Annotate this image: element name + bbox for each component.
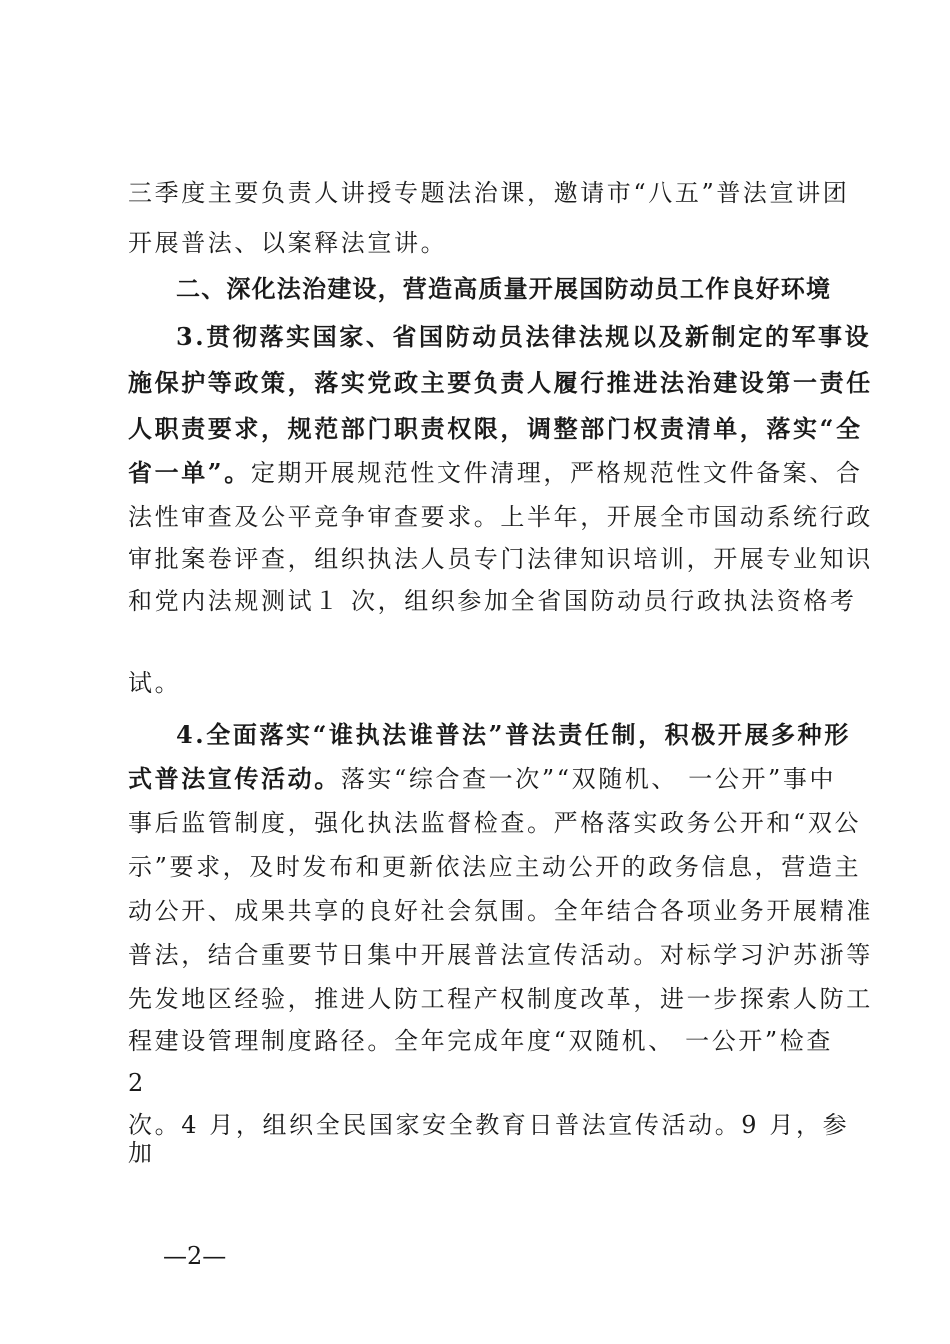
body-text-line: 开展普法、以案释法宣讲。 bbox=[128, 229, 448, 257]
item-3-bold-line: 人职责要求，规范部门职责权限，调整部门权责清单，落实“全 bbox=[128, 414, 863, 443]
body-text-line: 2 bbox=[128, 1069, 146, 1097]
body-text-line: 普法，结合重要节日集中开展普法宣传活动。对标学习沪苏浙等 bbox=[128, 941, 873, 969]
body-text-line: 审批案卷评查，组织执法人员专门法律知识培训，开展专业知识 bbox=[128, 545, 873, 573]
item-4-bold-line: 4.全面落实“谁执法谁普法”普法责任制，积极开展多种形 bbox=[176, 720, 851, 749]
body-text-line: 次。4 月，组织全民国家安全教育日普法宣传活动。9 月，参 bbox=[128, 1111, 850, 1139]
body-text-line: 和党内法规测试１ 次，组织参加全省国防动员行政执法资格考 bbox=[128, 587, 857, 615]
section-heading: 二、深化法治建设，营造高质量开展国防动员工作良好环境 bbox=[176, 274, 832, 303]
body-text-line: 示”要求，及时发布和更新依法应主动公开的政务信息，营造主 bbox=[128, 853, 862, 881]
item-3-bold-line: 施保护等政策，落实党政主要负责人履行推进法治建设第一责任 bbox=[128, 368, 873, 397]
page-number: —2— bbox=[163, 1242, 227, 1270]
item-3-bold-line: 3.贯彻落实国家、省国防动员法律法规以及新制定的军事设 bbox=[176, 322, 872, 351]
item-4-normal-tail: 落实“综合查一次”“双随机、 一公开”事中 bbox=[340, 765, 837, 793]
body-text-line: 动公开、成果共享的良好社会氛围。全年结合各项业务开展精准 bbox=[128, 897, 873, 925]
item-3-normal-tail: 定期开展规范性文件清理，严格规范性文件备案、合 bbox=[250, 459, 863, 487]
item-3-bold-tail: 省一单”。 bbox=[128, 458, 251, 487]
item-4-bold-tail: 式普法宣传活动。 bbox=[128, 764, 341, 793]
body-text-line: 试。 bbox=[128, 669, 182, 697]
body-text-line: 程建设管理制度路径。全年完成年度“双随机、 一公开”检查 bbox=[128, 1027, 833, 1055]
item-4-mixed-line bbox=[128, 762, 840, 796]
item-3-mixed-line bbox=[128, 456, 863, 490]
body-text-line: 先发地区经验，推进人防工程产权制度改革，进一步探索人防工 bbox=[128, 985, 873, 1013]
body-text-line: 法性审查及公平竞争审查要求。上半年，开展全市国动系统行政 bbox=[128, 503, 873, 531]
body-text-line: 事后监管制度，强化执法监督检查。严格落实政务公开和“双公 bbox=[128, 809, 862, 837]
body-text-line: 三季度主要负责人讲授专题法治课，邀请市“八五”普法宣讲团 bbox=[128, 179, 850, 207]
body-text-line: 加 bbox=[128, 1139, 155, 1167]
